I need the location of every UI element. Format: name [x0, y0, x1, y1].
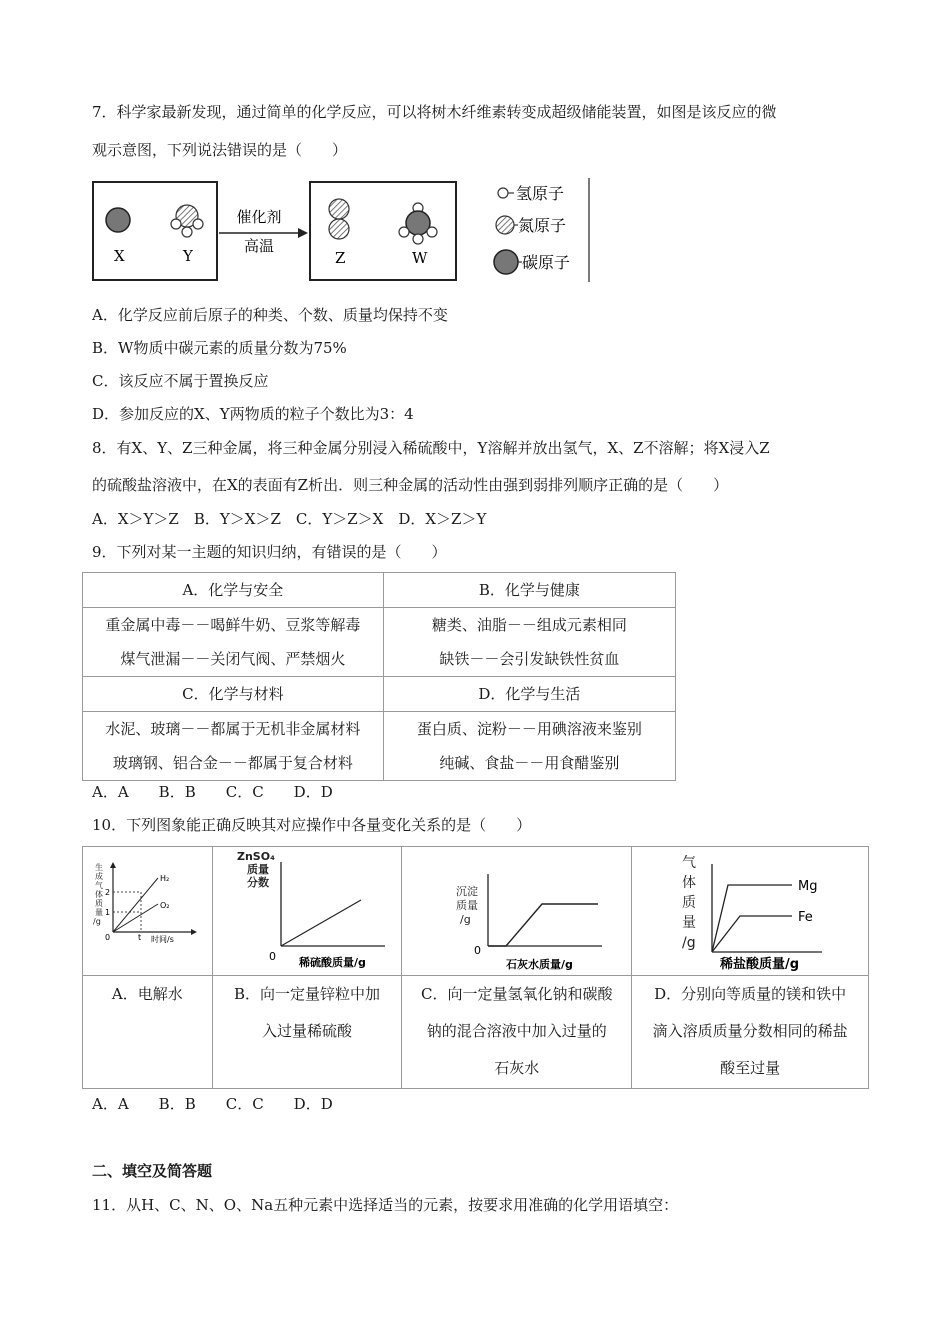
y-molecule — [171, 205, 203, 237]
desc-c-2: 钠的混合溶液中加入过量的 — [426, 1022, 607, 1040]
q10-answer-options: A．A B．B C．C D．D — [92, 1095, 333, 1113]
label-z: Z — [335, 249, 346, 267]
desc-b-1: B．向一定量锌粒中加 — [233, 985, 380, 1003]
graph-c-origin: 0 — [474, 943, 482, 957]
carbon-atom-icon — [106, 208, 130, 232]
hydrogen-atom-icon — [171, 219, 181, 229]
q11-stem: 11．从H、C、N、O、Na五种元素中选择适当的元素，按要求用准确的化学用语填空： — [92, 1196, 679, 1214]
hydrogen-atom-icon — [399, 227, 409, 237]
q9-stem: 9．下列对某一主题的知识归纳，有错误的是（ ） — [92, 543, 447, 561]
graph-d-gas — [632, 848, 867, 975]
condition-catalyst: 催化剂 — [236, 208, 282, 226]
atom-legend — [494, 178, 589, 282]
q8-stem-line1: 8．有X、Y、Z三种金属，将三种金属分别浸入稀硫酸中，Y溶解并放出氢气，X、Z不溶解；将X浸入Z — [92, 439, 770, 457]
desc-d-cell — [632, 976, 869, 1089]
h2-line — [113, 878, 158, 932]
graph-b-znso4 — [213, 848, 401, 975]
hydrogen-atom-icon — [413, 234, 423, 244]
d-line1: 蛋白质、淀粉－－用碘溶液来鉴别 — [416, 720, 642, 738]
desc-c-1: C．向一定量氢氧化钠和碳酸 — [421, 985, 613, 1003]
graph-d-cell — [632, 847, 869, 976]
desc-c-cell — [402, 976, 632, 1089]
series-fe: Fe — [798, 909, 813, 925]
tick-0: 0 — [105, 932, 111, 942]
graph-a-ylabel: 生成气体质量/g — [93, 862, 103, 926]
hydrogen-atom-icon — [182, 227, 192, 237]
q8-options: A．X＞Y＞Z B．Y＞X＞Z C．Y＞Z＞X D．X＞Z＞Y — [92, 510, 487, 528]
graph-a-xlabel: 时间/s — [151, 934, 174, 944]
graph-a-electrolysis — [83, 848, 210, 975]
c-line2: 玻璃钢、铝合金－－都属于复合材料 — [112, 754, 353, 772]
hydrogen-atom-icon — [498, 188, 508, 198]
graph-d-ylabel-2: 体 — [682, 874, 697, 891]
legend-nitrogen: 氮原子 — [518, 216, 567, 235]
tick-1: 1 — [105, 907, 111, 917]
q7-option-d: D．参加反应的X、Y两物质的粒子个数比为3：4 — [92, 405, 414, 423]
q7-stem-line1: 7．科学家最新发现，通过简单的化学反应，可以将树木纤维素转变成超级储能装置，如图是该反应的微 — [92, 103, 777, 121]
legend-carbon: 碳原子 — [522, 253, 571, 272]
label-x: X — [114, 247, 125, 265]
precipitate-line — [488, 904, 598, 946]
hydrogen-atom-icon — [193, 219, 203, 229]
tick-2: 2 — [105, 887, 111, 897]
desc-d-3: 酸至过量 — [720, 1059, 781, 1077]
reaction-micro-diagram — [92, 178, 592, 284]
q10-graph-table — [82, 846, 869, 1089]
cell-d-body — [383, 712, 675, 781]
arrow-head-icon — [298, 228, 308, 238]
q10-stem: 10．下列图象能正确反映其对应操作中各量变化关系的是（ ） — [92, 816, 532, 834]
q9-answer-options: A．A B．B C．C D．D — [92, 783, 333, 801]
label-y: Y — [183, 247, 193, 265]
graph-c-ylabel-2: 质量 — [456, 898, 479, 912]
graph-c-precipitate — [402, 848, 630, 975]
cell-a-head: A．化学与安全 — [83, 573, 384, 608]
a-line1: 重金属中毒－－喝鲜牛奶、豆浆等解毒 — [105, 616, 361, 634]
cell-d-head: D．化学与生活 — [383, 677, 675, 712]
desc-b-2: 入过量稀硫酸 — [261, 1022, 352, 1040]
tick-t: t — [138, 932, 142, 942]
q8-stem-line2: 的硫酸盐溶液中，在X的表面有Z析出．则三种金属的活动性由强到弱排列顺序正确的是（ ） — [92, 476, 729, 494]
graph-b-origin: 0 — [268, 949, 276, 963]
cell-a-body — [83, 608, 384, 677]
d-line2: 纯碱、食盐－－用食醋鉴别 — [439, 754, 620, 772]
graph-b-ylabel-1: ZnSO₄ — [236, 849, 275, 863]
graph-a-cell — [83, 847, 213, 976]
legend-hydrogen: 氢原子 — [516, 184, 565, 203]
q7-option-c: C．该反应不属于置换反应 — [92, 372, 269, 390]
b-line1: 糖类、油脂－－组成元素相同 — [431, 616, 627, 634]
a-line2: 煤气泄漏－－关闭气阀、严禁烟火 — [120, 650, 346, 668]
graph-d-xlabel: 稀盐酸质量/g — [720, 956, 800, 972]
desc-a-cell — [83, 976, 213, 1089]
desc-a: A．电解水 — [111, 985, 183, 1003]
c-line1: 水泥、玻璃－－都属于无机非金属材料 — [105, 720, 361, 738]
q7-option-b: B．W物质中碳元素的质量分数为75% — [92, 339, 347, 357]
graph-d-ylabel-5: /g — [682, 934, 696, 951]
desc-b-cell — [212, 976, 402, 1089]
nitrogen-atom-icon — [496, 216, 514, 234]
graph-d-ylabel-3: 质 — [682, 894, 697, 911]
cell-c-head: C．化学与材料 — [83, 677, 384, 712]
b-line2: 缺铁－－会引发缺铁性贫血 — [439, 650, 620, 668]
nitrogen-atom-icon — [329, 199, 349, 219]
graph-c-ylabel-1: 沉淀 — [456, 884, 479, 898]
graph-b-ylabel-2: 质量 — [246, 862, 269, 876]
hydrogen-atom-icon — [427, 227, 437, 237]
graph-b-xlabel: 稀硫酸质量/g — [298, 955, 366, 969]
o2-line — [113, 904, 158, 932]
series-mg: Mg — [798, 878, 818, 894]
series-h2: H₂ — [160, 873, 170, 883]
cell-c-body — [83, 712, 384, 781]
q7-stem-line2: 观示意图，下列说法错误的是（ ） — [92, 141, 348, 159]
graph-b-ylabel-3: 分数 — [246, 875, 269, 889]
graph-c-xlabel: 石灰水质量/g — [506, 957, 574, 971]
desc-d-1: D．分别向等质量的镁和铁中 — [654, 985, 847, 1003]
graph-d-ylabel-4: 量 — [682, 914, 697, 931]
cell-b-head: B．化学与健康 — [383, 573, 675, 608]
nitrogen-atom-icon — [329, 219, 349, 239]
section-title: 二、填空及简答题 — [92, 1162, 213, 1180]
cell-b-body — [383, 608, 675, 677]
graph-d-ylabel-1: 气 — [682, 854, 697, 871]
fe-line — [712, 916, 792, 952]
znso4-line — [281, 900, 361, 946]
graph-b-cell — [212, 847, 402, 976]
graph-c-cell — [402, 847, 632, 976]
condition-high-temp: 高温 — [243, 237, 275, 255]
carbon-atom-icon — [406, 211, 430, 235]
q7-option-a: A．化学反应前后原子的种类、个数、质量均保持不变 — [92, 306, 448, 324]
series-o2: O₂ — [160, 900, 170, 910]
w-molecule — [399, 203, 437, 244]
desc-c-3: 石灰水 — [494, 1059, 540, 1077]
label-w: W — [412, 249, 428, 267]
mg-line — [712, 885, 792, 952]
carbon-atom-icon — [494, 250, 518, 274]
desc-d-2: 滴入溶质质量分数相同的稀盐 — [652, 1022, 848, 1040]
graph-c-ylabel-3: /g — [460, 912, 472, 926]
q9-knowledge-table — [82, 572, 676, 781]
